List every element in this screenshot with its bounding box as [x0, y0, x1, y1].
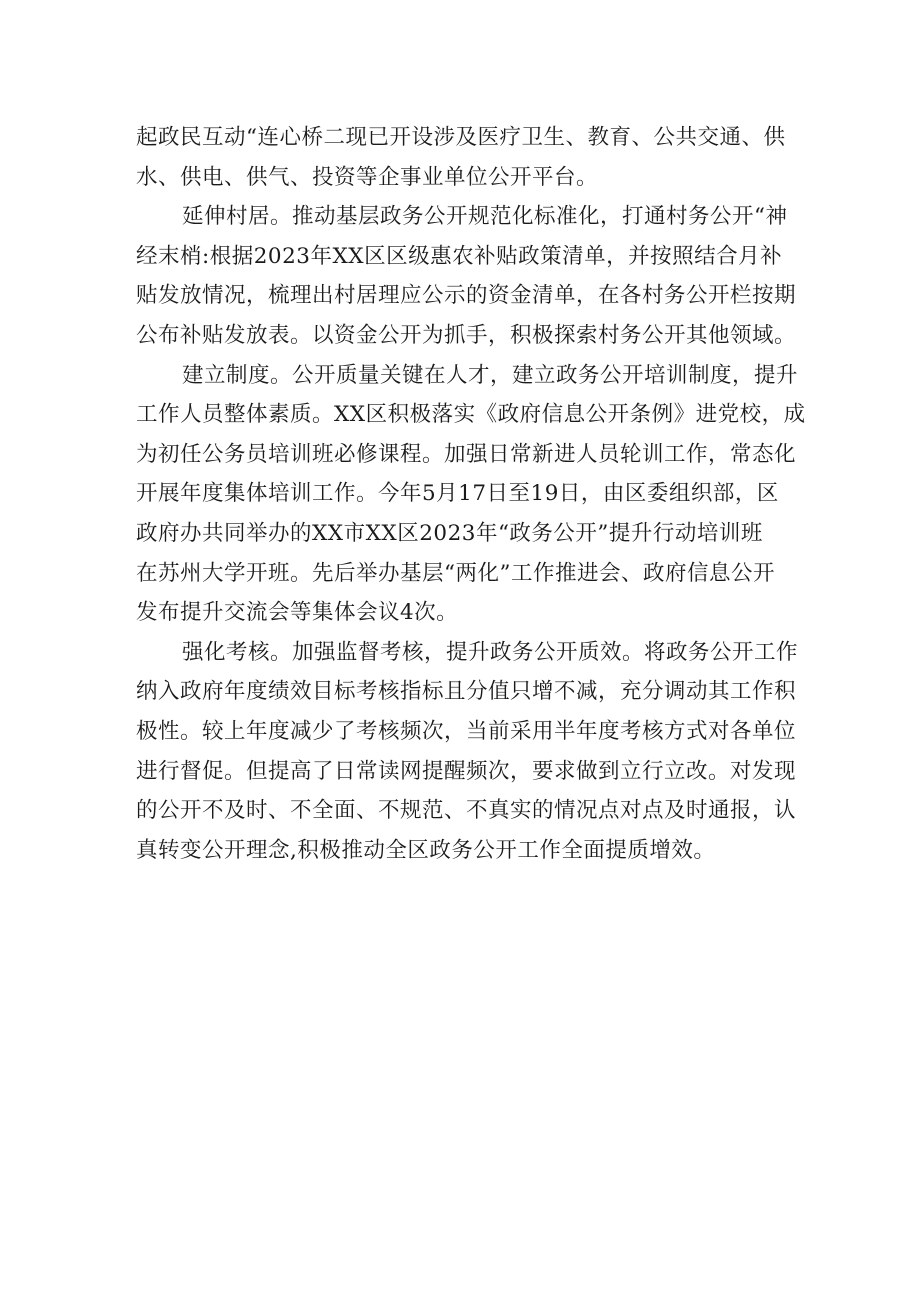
text-line: 极性。较上年度减少了考核频次，当前采用半年度考核方式对各单位 — [136, 718, 797, 744]
paragraph-strengthen-assessment — [136, 633, 799, 871]
text-line: 的公开不及时、不全面、不规范、不真实的情况点对点及时通报，认 — [136, 798, 797, 824]
text-line: 真转变公开理念,积极推动全区政务公开工作全面提质增效。 — [136, 837, 716, 863]
text-line: 进行督促。但提高了日常读网提醒频次，要求做到立行立改。对发现 — [136, 758, 797, 784]
text-line: 政府办共同举办的XX市XX区2023年“政务公开”提升行动培训班 — [136, 520, 763, 546]
text-line: 在苏州大学开班。先后举办基层“两化”工作推进会、政府信息公开 — [136, 560, 775, 586]
text-line: 开展年度集体培训工作。今年5月17日至19日，由区委组织部，区 — [136, 481, 779, 507]
text-line: 延伸村居。推动基层政务公开规范化标准化，打通村务公开“神 — [182, 204, 788, 230]
text-line: 工作人员整体素质。XX区积极落实《政府信息公开条例》进党校，成 — [136, 402, 806, 428]
paragraph-interaction-platforms — [136, 118, 796, 197]
text-line: 水、供电、供气、投资等企事业单位公开平台。 — [136, 164, 599, 190]
text-line: 纳入政府年度绩效目标考核指标且分值只增不减，充分调动其工作积 — [136, 679, 797, 705]
text-line: 发布提升交流会等集体会议4次。 — [136, 600, 459, 626]
text-line: 为初任公务员培训班必修课程。加强日常新进人员轮训工作，常态化 — [136, 441, 797, 467]
text-line: 经末梢:根据2023年XX区区级惠农补贴政策清单，并按照结合月补 — [136, 243, 783, 269]
text-line: 公布补贴发放表。以资金公开为抓手，积极探索村务公开其他领域。 — [136, 322, 797, 348]
text-line: 起政民互动“连心桥二现已开设涉及医疗卫生、教育、公共交通、供 — [136, 125, 786, 150]
document-body — [136, 118, 806, 870]
text-line: 强化考核。加强监督考核，提升政务公开质效。将政务公开工作 — [182, 639, 799, 665]
text-line: 建立制度。公开质量关键在人才，建立政务公开培训制度，提升 — [182, 362, 799, 388]
paragraph-establish-system — [136, 356, 806, 633]
text-line: 贴发放情况，梳理出村居理应公示的资金清单，在各村务公开栏按期 — [136, 283, 797, 309]
paragraph-extend-villages — [136, 197, 796, 355]
